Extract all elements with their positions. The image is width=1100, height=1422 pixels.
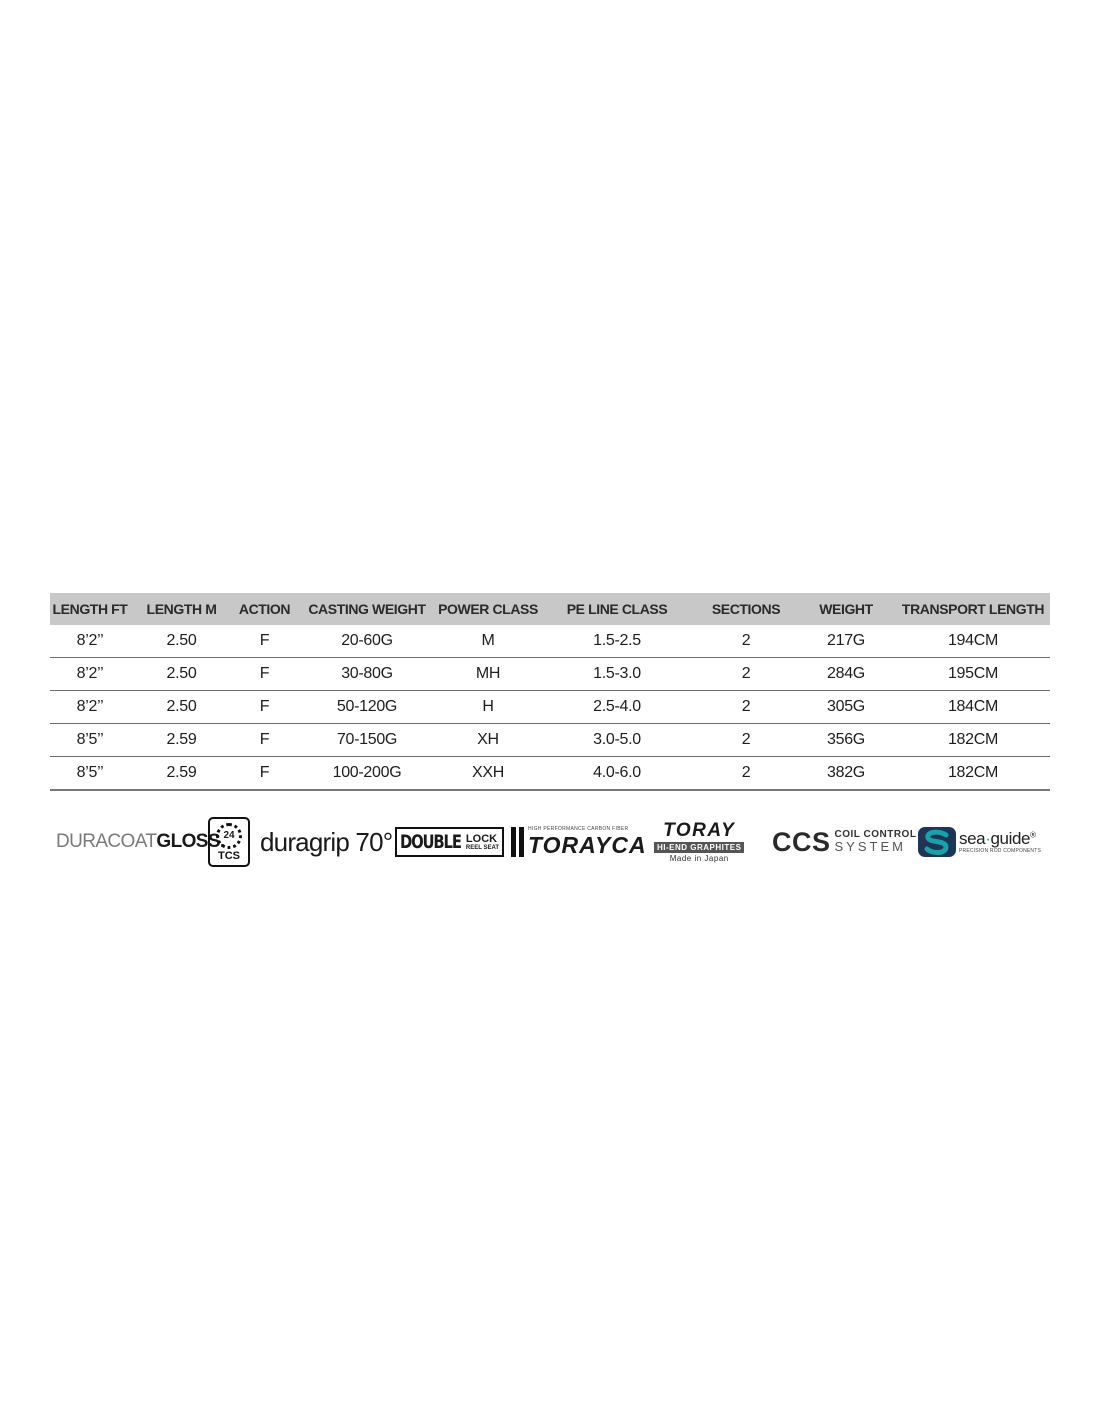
table-cell: 217G xyxy=(796,625,896,658)
table-cell: F xyxy=(233,724,296,757)
table-cell: 30-80G xyxy=(296,658,438,691)
lock-stack xyxy=(466,834,499,851)
reel-seat-text: REEL SEAT xyxy=(465,844,500,851)
table-cell: 70-150G xyxy=(296,724,438,757)
table-cell: 2.50 xyxy=(130,658,233,691)
table-cell: F xyxy=(233,625,296,658)
double-lock-reel-seat-logo xyxy=(395,812,524,872)
table-cell: 2.50 xyxy=(130,625,233,658)
double-lock-box xyxy=(395,827,504,857)
table-cell: 8’5’’ xyxy=(50,724,130,757)
torayca-logo xyxy=(528,812,647,872)
ccs-logo xyxy=(772,812,916,872)
table-cell: 20-60G xyxy=(296,625,438,658)
ccs-caption xyxy=(835,829,917,854)
feature-logos xyxy=(50,812,1050,872)
table-cell: 284G xyxy=(796,658,896,691)
table-cell: XXH xyxy=(438,757,538,791)
gloss-text: GLOSS. xyxy=(156,831,225,852)
column-header: TRANSPORT LENGTH xyxy=(901,601,1045,617)
header-row xyxy=(50,593,1050,625)
table-cell: 2.5-4.0 xyxy=(538,691,696,724)
table-cell: 2.59 xyxy=(130,724,233,757)
table-cell: M xyxy=(438,625,538,658)
toray-wordmark: TORAY xyxy=(663,820,736,841)
sea-text: sea xyxy=(959,829,986,848)
table-row xyxy=(50,757,1050,791)
column-header: ACTION xyxy=(238,601,291,617)
table-header xyxy=(50,593,1050,625)
sea-guide-dot: · xyxy=(985,829,991,848)
toray-band: HI-END GRAPHITES xyxy=(654,842,744,853)
registered-mark: ® xyxy=(1030,830,1036,840)
table-cell: 2 xyxy=(696,691,796,724)
bars-icon xyxy=(508,827,524,857)
column-header: CASTING WEIGHT xyxy=(308,601,426,617)
tcs-number: 24 xyxy=(223,830,235,841)
table-cell: 2 xyxy=(696,658,796,691)
tcs-logo xyxy=(208,812,250,872)
table-cell: 2 xyxy=(696,625,796,658)
table-cell: H xyxy=(438,691,538,724)
table-cell: 1.5-3.0 xyxy=(538,658,696,691)
column-header: PE LINE CLASS xyxy=(566,601,668,617)
table-cell: 182CM xyxy=(896,757,1050,791)
table-row xyxy=(50,724,1050,757)
table-cell: 3.0-5.0 xyxy=(538,724,696,757)
sea-guide-tagline: PRECISION ROD COMPONENTS xyxy=(959,848,1042,854)
duracoat-gloss-logo xyxy=(56,812,225,872)
table-cell: F xyxy=(233,691,296,724)
column-header: SECTIONS xyxy=(711,601,781,617)
column-header: LENGTH FT xyxy=(52,601,128,617)
table-cell: 2 xyxy=(696,757,796,791)
table-cell: 194CM xyxy=(896,625,1050,658)
torayca-wordmark: TORAYCA xyxy=(528,831,647,858)
ccs-wordmark: CCS xyxy=(772,826,831,857)
torayca-tagline: HIGH PERFORMANCE CARBON FIBER xyxy=(528,825,629,832)
lock-text: LOCK xyxy=(465,832,498,845)
coil-control-text: COIL CONTROL xyxy=(834,829,917,841)
toray-subtitle: Made in Japan xyxy=(669,854,729,863)
sea-guide-s-icon xyxy=(918,827,956,857)
table-cell: 4.0-6.0 xyxy=(538,757,696,791)
double-text: DOUBLE xyxy=(400,831,461,853)
table-cell: 50-120G xyxy=(296,691,438,724)
toray-logo xyxy=(654,812,744,872)
table-cell: 8’2’’ xyxy=(50,658,130,691)
column-header: POWER CLASS xyxy=(438,601,538,617)
table-cell: F xyxy=(233,757,296,791)
gear-icon xyxy=(216,823,242,849)
table-row xyxy=(50,691,1050,724)
table-body xyxy=(50,625,1050,790)
column-header: LENGTH M xyxy=(146,601,217,617)
table-cell: 8’2’’ xyxy=(50,691,130,724)
table-cell: 182CM xyxy=(896,724,1050,757)
duragrip-text: duragrip 70° xyxy=(260,826,393,857)
table-row xyxy=(50,625,1050,658)
column-header: WEIGHT xyxy=(819,601,873,617)
table-cell: 2 xyxy=(696,724,796,757)
tcs-label: TCS xyxy=(218,849,240,862)
table-cell: XH xyxy=(438,724,538,757)
sea-guide-wordmark xyxy=(959,830,1041,847)
duragrip-logo xyxy=(260,812,392,872)
table-cell: 382G xyxy=(796,757,896,791)
table-cell: F xyxy=(233,658,296,691)
table-cell: 305G xyxy=(796,691,896,724)
spec-table xyxy=(50,593,1050,791)
table-cell: 184CM xyxy=(896,691,1050,724)
table-cell: 8’5’’ xyxy=(50,757,130,791)
table-cell: 1.5-2.5 xyxy=(538,625,696,658)
table-cell: 2.50 xyxy=(130,691,233,724)
guide-text: guide xyxy=(990,829,1031,848)
table-cell: 8’2’’ xyxy=(50,625,130,658)
table-cell: 100-200G xyxy=(296,757,438,791)
table-cell: 2.59 xyxy=(130,757,233,791)
table-cell: MH xyxy=(438,658,538,691)
system-text: SYSTEM xyxy=(834,839,906,855)
table-cell: 195CM xyxy=(896,658,1050,691)
table-row xyxy=(50,658,1050,691)
sea-guide-logo xyxy=(918,812,1041,872)
table-cell: 356G xyxy=(796,724,896,757)
sea-guide-text xyxy=(959,830,1041,854)
tcs-badge xyxy=(208,817,250,867)
duracoat-text: DURACOAT xyxy=(56,831,157,852)
